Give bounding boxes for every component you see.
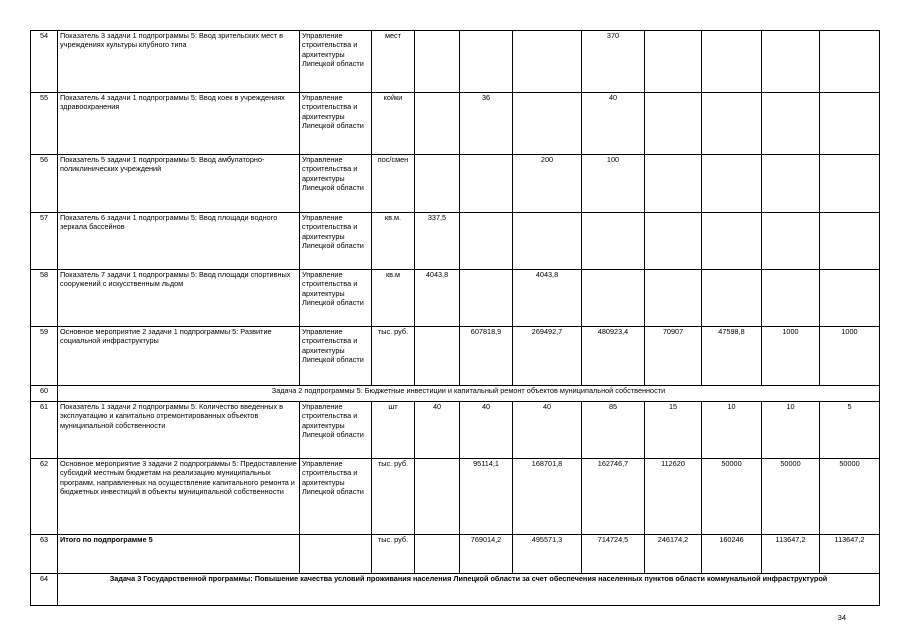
value-cell: 200 [513, 155, 582, 213]
table-row [31, 459, 880, 535]
program-table [30, 30, 880, 606]
value-cell: 15 [645, 402, 702, 459]
value-cell: 246174,2 [645, 535, 702, 574]
value-cell [820, 270, 880, 327]
row-number: 62 [31, 459, 58, 535]
value-cell: 85 [582, 402, 645, 459]
value-cell: 113647,2 [820, 535, 880, 574]
unit-cell: тыс. руб. [372, 535, 415, 574]
unit-cell: шт [372, 402, 415, 459]
value-cell: 714724,5 [582, 535, 645, 574]
value-cell [415, 535, 460, 574]
value-cell [820, 213, 880, 270]
responsible-org: Управление строительства и архитектуры Липецкой области [300, 327, 372, 386]
page-number: 34 [837, 613, 846, 622]
total-row [31, 535, 880, 574]
value-cell: 370 [582, 31, 645, 93]
value-cell [460, 270, 513, 327]
value-cell: 95114,1 [460, 459, 513, 535]
unit-cell: мест [372, 31, 415, 93]
row-number: 63 [31, 535, 58, 574]
value-cell [702, 31, 762, 93]
value-cell: 10 [702, 402, 762, 459]
row-number: 58 [31, 270, 58, 327]
value-cell: 70907 [645, 327, 702, 386]
table-row [31, 31, 880, 93]
unit-cell: пос/смен [372, 155, 415, 213]
unit-cell: тыс. руб. [372, 327, 415, 386]
responsible-org: Управление строительства и архитектуры Липецкой области [300, 93, 372, 155]
indicator-name: Показатель 4 задачи 1 подпрограммы 5: Ввод коек в учреждениях здравоохранения [58, 93, 300, 155]
row-number: 56 [31, 155, 58, 213]
value-cell: 112620 [645, 459, 702, 535]
indicator-name: Показатель 7 задачи 1 подпрограммы 5: Ввод площади спортивных сооружений с искусственным льдом [58, 270, 300, 327]
unit-cell: койки [372, 93, 415, 155]
value-cell: 162746,7 [582, 459, 645, 535]
value-cell: 4043,8 [415, 270, 460, 327]
row-number: 64 [31, 574, 58, 606]
unit-cell: кв.м. [372, 213, 415, 270]
value-cell: 47598,8 [702, 327, 762, 386]
value-cell [762, 213, 820, 270]
value-cell: 5 [820, 402, 880, 459]
value-cell [460, 213, 513, 270]
row-number: 54 [31, 31, 58, 93]
value-cell [762, 93, 820, 155]
value-cell: 100 [582, 155, 645, 213]
value-cell [702, 270, 762, 327]
unit-cell: кв.м [372, 270, 415, 327]
value-cell [513, 213, 582, 270]
table-row [31, 270, 880, 327]
value-cell [645, 155, 702, 213]
value-cell: 40 [415, 402, 460, 459]
indicator-name: Показатель 1 задачи 2 подпрограммы 5: Количество введенных в эксплуатацию и капитально отремонтированных объектов муниципальной собственности [58, 402, 300, 459]
row-number: 55 [31, 93, 58, 155]
responsible-org [300, 535, 372, 574]
value-cell [513, 31, 582, 93]
table-row [31, 213, 880, 270]
task-row [31, 386, 880, 402]
value-cell: 50000 [702, 459, 762, 535]
value-cell [582, 213, 645, 270]
value-cell: 495571,3 [513, 535, 582, 574]
responsible-org: Управление строительства и архитектуры Липецкой области [300, 155, 372, 213]
value-cell [645, 31, 702, 93]
value-cell: 4043,8 [513, 270, 582, 327]
responsible-org: Управление строительства и архитектуры Липецкой области [300, 31, 372, 93]
task-heading: Задача 3 Государственной программы: Повышение качества условий проживания населения Липецкой области за счет обеспечения населенных пунктов области коммунальной инфраструктурой [58, 574, 880, 606]
value-cell [702, 155, 762, 213]
responsible-org: Управление строительства и архитектуры Липецкой области [300, 270, 372, 327]
indicator-name: Основное мероприятие 3 задачи 2 подпрограммы 5: Предоставление субсидий местным бюджетам на реализацию муниципальных программ, направленных на осуществление капитального ремонта и бюджетных инвестиций в объекты муниципальной собственности [58, 459, 300, 535]
indicator-name: Основное мероприятие 2 задачи 1 подпрограммы 5: Развитие социальной инфраструктуры [58, 327, 300, 386]
value-cell: 168701,8 [513, 459, 582, 535]
unit-cell: тыс. руб. [372, 459, 415, 535]
value-cell: 40 [582, 93, 645, 155]
value-cell: 40 [460, 402, 513, 459]
value-cell: 50000 [820, 459, 880, 535]
value-cell [415, 155, 460, 213]
value-cell [513, 93, 582, 155]
value-cell: 269492,7 [513, 327, 582, 386]
value-cell [820, 93, 880, 155]
indicator-name: Показатель 3 задачи 1 подпрограммы 5: Ввод зрительских мест в учреждениях культуры клубного типа [58, 31, 300, 93]
value-cell [415, 327, 460, 386]
responsible-org: Управление строительства и архитектуры Липецкой области [300, 402, 372, 459]
value-cell: 480923,4 [582, 327, 645, 386]
value-cell [415, 93, 460, 155]
value-cell: 113647,2 [762, 535, 820, 574]
value-cell: 337,5 [415, 213, 460, 270]
responsible-org: Управление строительства и архитектуры Липецкой области [300, 213, 372, 270]
value-cell [820, 31, 880, 93]
value-cell: 160246 [702, 535, 762, 574]
value-cell: 607818,9 [460, 327, 513, 386]
row-number: 60 [31, 386, 58, 402]
value-cell [415, 31, 460, 93]
value-cell [460, 31, 513, 93]
value-cell: 1000 [762, 327, 820, 386]
value-cell: 10 [762, 402, 820, 459]
value-cell [702, 93, 762, 155]
task-heading: Задача 2 подпрограммы 5: Бюджетные инвестиции и капитальный ремонт объектов муниципальной собственности [58, 386, 880, 402]
table-row [31, 402, 880, 459]
row-number: 61 [31, 402, 58, 459]
row-number: 57 [31, 213, 58, 270]
value-cell [762, 155, 820, 213]
value-cell [762, 270, 820, 327]
value-cell [762, 31, 820, 93]
table-row [31, 155, 880, 213]
value-cell [820, 155, 880, 213]
indicator-name: Показатель 5 задачи 1 подпрограммы 5: Ввод амбулаторно-поликлинических учреждений [58, 155, 300, 213]
value-cell [460, 155, 513, 213]
value-cell [645, 270, 702, 327]
table-row [31, 327, 880, 386]
value-cell: 36 [460, 93, 513, 155]
row-number: 59 [31, 327, 58, 386]
indicator-name: Показатель 6 задачи 1 подпрограммы 5: Ввод площади водного зеркала бассейнов [58, 213, 300, 270]
task-row [31, 574, 880, 606]
value-cell [582, 270, 645, 327]
value-cell: 40 [513, 402, 582, 459]
table-row [31, 93, 880, 155]
value-cell: 769014,2 [460, 535, 513, 574]
value-cell [645, 93, 702, 155]
value-cell: 1000 [820, 327, 880, 386]
total-label: Итого по подпрограмме 5 [58, 535, 300, 574]
value-cell [702, 213, 762, 270]
responsible-org: Управление строительства и архитектуры Липецкой области [300, 459, 372, 535]
value-cell: 50000 [762, 459, 820, 535]
value-cell [415, 459, 460, 535]
value-cell [645, 213, 702, 270]
